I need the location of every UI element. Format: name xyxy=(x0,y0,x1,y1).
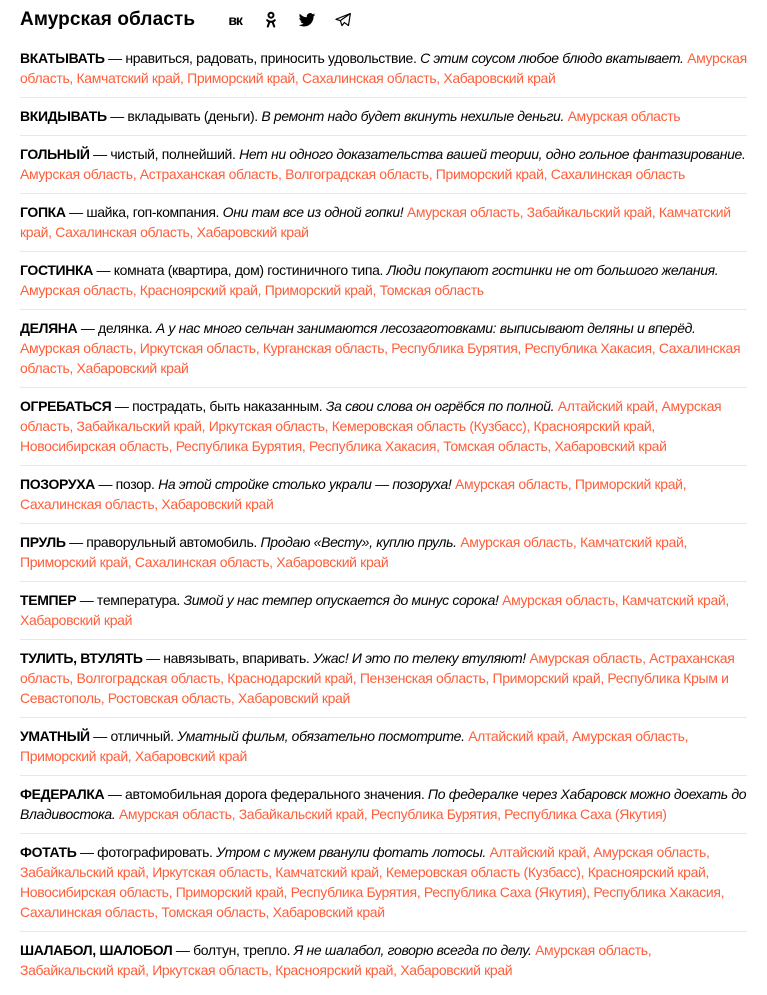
region-separator: , xyxy=(145,962,153,978)
region-separator: , xyxy=(324,418,332,434)
region-separator: , xyxy=(127,748,135,764)
region-link[interactable]: Сахалинская область xyxy=(20,340,741,376)
region-link[interactable]: Амурская область xyxy=(502,592,615,608)
region-separator: , xyxy=(497,806,505,822)
region-link[interactable]: Томская область xyxy=(161,904,266,920)
entry-example: Утром с мужем рванули фотать лотосы. xyxy=(216,844,486,860)
region-separator: , xyxy=(586,844,594,860)
entry-example: С этим соусом любое блюдо вкатывает. xyxy=(420,50,684,66)
region-link[interactable]: Хабаровский край xyxy=(161,496,274,512)
region-link[interactable]: Забайкальский край xyxy=(20,864,146,880)
region-link[interactable]: Хабаровский край xyxy=(272,904,385,920)
region-link[interactable]: Камчатский край xyxy=(579,534,684,550)
dictionary-entry xyxy=(20,387,747,465)
entry-example: В ремонт надо будет вкинуть нехилые деньги. xyxy=(261,108,565,124)
region-separator: , xyxy=(567,476,575,492)
region-separator: , xyxy=(69,670,77,686)
region-separator: , xyxy=(154,496,162,512)
region-separator: , xyxy=(642,650,650,666)
region-separator: , xyxy=(301,438,309,454)
region-link[interactable]: Кемеровская область (Кузбасс) xyxy=(385,864,581,880)
region-separator: , xyxy=(132,340,140,356)
region-separator: , xyxy=(485,670,493,686)
region-separator: , xyxy=(428,166,436,182)
region-link[interactable]: Амурская область xyxy=(20,340,133,356)
region-link[interactable]: Томская область xyxy=(379,282,484,298)
region-separator: , xyxy=(231,806,239,822)
region-separator: , xyxy=(69,70,77,86)
region-link[interactable]: Республика Бурятия xyxy=(370,806,498,822)
entry-regions xyxy=(20,282,484,298)
region-separator: , xyxy=(651,204,659,220)
region-separator: , xyxy=(651,340,659,356)
entry-definition: — чистый, полнейший. xyxy=(89,146,240,162)
region-separator: , xyxy=(352,670,360,686)
region-link[interactable]: Хабаровский край xyxy=(276,554,389,570)
region-link[interactable]: Амурская область xyxy=(20,398,722,434)
entry-example: Продаю «Весту», куплю пруль. xyxy=(260,534,457,550)
entry-definition: — пострадать, быть наказанным. xyxy=(111,398,326,414)
entry-definition: — позор. xyxy=(94,476,159,492)
vk-icon[interactable]: вк xyxy=(228,12,242,28)
region-separator: , xyxy=(100,690,108,706)
region-separator: , xyxy=(283,884,291,900)
entries-list xyxy=(20,40,747,989)
region-link[interactable]: Республика Хакасия xyxy=(308,438,437,454)
entry-term: ФОТАТЬ xyxy=(20,844,77,860)
region-separator: , xyxy=(684,728,689,744)
region-separator: , xyxy=(705,844,710,860)
entry-example: Ужас! И это по телеку втуляют! xyxy=(313,650,526,666)
entry-example: Они там все из одной гопки! xyxy=(222,204,404,220)
entry-regions xyxy=(20,166,685,182)
entry-term: ОГРЕБАТЬСЯ xyxy=(20,398,112,414)
entry-term: ВКИДЫВАТЬ xyxy=(20,108,107,124)
region-link[interactable]: Приморский край xyxy=(264,282,373,298)
region-link[interactable]: Приморский край xyxy=(20,554,128,570)
region-separator: , xyxy=(154,904,162,920)
region-separator: , xyxy=(265,904,273,920)
entry-term: ШАЛАБОЛ, ШАЛОБОЛ xyxy=(20,942,173,958)
entry-term: ПОЗОРУХА xyxy=(20,476,95,492)
region-separator: , xyxy=(363,806,371,822)
region-separator: , xyxy=(145,864,153,880)
region-link[interactable]: Сахалинская область xyxy=(134,554,270,570)
region-link[interactable]: Хабаровский край xyxy=(237,690,350,706)
entry-example: За свои слова он огрёбся по полной. xyxy=(325,398,555,414)
region-link[interactable]: Амурская область xyxy=(529,650,643,666)
region-separator: , xyxy=(614,592,622,608)
dictionary-entry xyxy=(20,309,747,387)
region-link[interactable]: Республика Бурятия xyxy=(391,340,518,356)
entry-term: ДЕЛЯНА xyxy=(20,320,78,336)
region-link[interactable]: Иркутская область xyxy=(208,418,325,434)
entry-definition: — отличный. xyxy=(89,728,178,744)
region-separator: , xyxy=(572,534,580,550)
region-link[interactable]: Камчатский край xyxy=(20,204,731,240)
region-link[interactable]: Приморский край xyxy=(492,670,601,686)
dictionary-entry xyxy=(20,717,747,775)
region-separator: , xyxy=(547,438,555,454)
region-link[interactable]: Астраханская область xyxy=(20,650,735,686)
region-separator: , xyxy=(132,166,140,182)
region-separator: , xyxy=(564,728,572,744)
social-share-bar xyxy=(225,10,353,30)
entry-term: УМАТНЫЙ xyxy=(20,728,90,744)
region-separator: , xyxy=(268,864,276,880)
region-link[interactable]: Алтайский край xyxy=(489,844,587,860)
region-link[interactable]: Сахалинская область xyxy=(302,70,437,86)
dictionary-entry xyxy=(20,833,747,931)
region-link[interactable]: Новосибирская область xyxy=(20,438,169,454)
region-link[interactable]: Амурская область xyxy=(567,108,681,124)
region-link[interactable]: Кемеровская область (Кузбасс) xyxy=(331,418,527,434)
region-link[interactable]: Амурская область xyxy=(571,728,685,744)
entry-term: ТУЛИТЬ, ВТУЛЯТЬ xyxy=(20,650,143,666)
region-separator: , xyxy=(416,884,424,900)
region-separator: , xyxy=(220,670,228,686)
dictionary-entry xyxy=(20,97,747,135)
region-separator: , xyxy=(526,418,534,434)
entry-definition: — комната (квартира, дом) гостиничного типа. xyxy=(92,262,387,278)
region-link[interactable]: Амурская область xyxy=(455,476,568,492)
entry-regions xyxy=(119,806,667,822)
telegram-icon[interactable] xyxy=(333,10,353,30)
region-link[interactable]: Красноярский край xyxy=(533,418,652,434)
region-separator: , xyxy=(600,670,608,686)
entry-example: А у нас много сельчан занимаются лесозаготовками: выписывают деляны и вперёд. xyxy=(155,320,696,336)
page-header xyxy=(20,2,747,40)
entry-term: ГОЛЬНЫЙ xyxy=(20,146,90,162)
region-link[interactable]: Республика Саха (Якутия) xyxy=(423,884,587,900)
region-separator: , xyxy=(168,438,176,454)
region-link[interactable]: Красноярский край xyxy=(587,864,706,880)
region-link[interactable]: Иркутская область xyxy=(139,340,256,356)
region-separator: , xyxy=(69,418,77,434)
entry-example: Зимой у нас темпер опускается до минус сорока! xyxy=(183,592,499,608)
region-separator: , xyxy=(268,962,276,978)
region-link[interactable]: Амурская область xyxy=(406,204,520,220)
entry-term: ГОПКА xyxy=(20,204,66,220)
region-link[interactable]: Хабаровский край xyxy=(400,962,513,978)
entry-definition: — фотографировать. xyxy=(76,844,217,860)
entry-term: ТЕМПЕР xyxy=(20,592,77,608)
entry-example: На этой стройке столько украли — позоруха! xyxy=(158,476,452,492)
region-link[interactable]: Красноярский край xyxy=(275,962,394,978)
region-link[interactable]: Республика Хакасия xyxy=(524,340,652,356)
region-link[interactable]: Амурская область xyxy=(20,166,133,182)
region-link[interactable]: Камчатский край xyxy=(76,70,181,86)
region-link[interactable]: Приморский край xyxy=(187,70,295,86)
entry-term: ФЕДЕРАЛКА xyxy=(20,786,105,802)
region-link[interactable]: Краснодарский край xyxy=(227,670,353,686)
region-link[interactable]: Республика Бурятия xyxy=(175,438,302,454)
region-link[interactable]: Камчатский край xyxy=(621,592,726,608)
region-link[interactable]: Амурская область xyxy=(460,534,573,550)
dictionary-entry xyxy=(20,931,747,989)
region-separator: , xyxy=(132,282,140,298)
region-link[interactable]: Хабаровский край xyxy=(554,438,667,454)
region-separator: , xyxy=(586,884,594,900)
dictionary-entry xyxy=(20,581,747,639)
dictionary-entry xyxy=(20,251,747,309)
region-link[interactable]: Хабаровский край xyxy=(76,360,189,376)
region-separator: , xyxy=(654,398,662,414)
entry-example: Уматный фильм, обязательно посмотрите. xyxy=(177,728,465,744)
entry-regions xyxy=(568,108,681,124)
dictionary-entry xyxy=(20,135,747,193)
odnoklassniki-icon[interactable] xyxy=(261,10,281,30)
region-link[interactable]: Республика Саха (Якутия) xyxy=(504,806,667,822)
entry-regions xyxy=(20,340,740,376)
region-link[interactable]: Забайкальский край xyxy=(238,806,364,822)
region-link[interactable]: Республика Хакасия xyxy=(593,884,721,900)
region-link[interactable]: Томская область xyxy=(443,438,548,454)
region-separator: , xyxy=(647,942,652,958)
entry-definition: — температура. xyxy=(76,592,184,608)
region-separator: , xyxy=(372,282,380,298)
region-separator: , xyxy=(294,70,302,86)
region-separator: , xyxy=(230,690,238,706)
entry-definition: — шайка, гоп-компания. xyxy=(65,204,223,220)
region-link[interactable]: Приморский край xyxy=(175,884,284,900)
region-link[interactable]: Республика Бурятия xyxy=(290,884,417,900)
dictionary-entry xyxy=(20,775,747,833)
region-separator: , xyxy=(436,70,444,86)
entry-example: Люди покупают гостинки не от большого желания. xyxy=(386,262,719,278)
region-link[interactable]: Ростовская область xyxy=(107,690,231,706)
region-link[interactable]: Амурская область xyxy=(535,942,648,958)
region-separator: , xyxy=(543,166,551,182)
entry-example: По федералке через Хабаровск можно доехать до Владивостока. xyxy=(20,786,747,822)
region-separator: , xyxy=(384,340,392,356)
region-separator: , xyxy=(682,476,687,492)
region-separator: , xyxy=(189,224,197,240)
region-link[interactable]: Приморский край xyxy=(574,476,683,492)
region-link[interactable]: Амурская область xyxy=(593,844,706,860)
region-separator: , xyxy=(269,554,277,570)
entry-definition: — вкладывать (деньги). xyxy=(106,108,262,124)
page-title: Амурская область xyxy=(20,9,196,30)
region-link[interactable]: Сахалинская область xyxy=(550,166,685,182)
region-separator: , xyxy=(725,592,729,608)
region-separator: , xyxy=(278,166,286,182)
region-separator: , xyxy=(69,360,77,376)
region-link[interactable]: Сахалинская область xyxy=(20,904,155,920)
region-link[interactable]: Амурская область xyxy=(20,50,747,86)
region-link[interactable]: Курганская область xyxy=(262,340,385,356)
region-link[interactable]: Амурская область xyxy=(118,806,232,822)
region-separator: , xyxy=(180,70,188,86)
region-link[interactable]: Сахалинская область xyxy=(55,224,190,240)
region-link[interactable]: Волгоградская область xyxy=(76,670,221,686)
region-link[interactable]: Новосибирская область xyxy=(20,884,169,900)
region-link[interactable]: Забайкальский край xyxy=(76,418,202,434)
entry-definition: — нравиться, радовать, приносить удовольствие. xyxy=(104,50,421,66)
dictionary-entry xyxy=(20,523,747,581)
entry-definition: — навязывать, впаривать. xyxy=(142,650,314,666)
entry-example: Я не шалабол, говорю всегда по делу. xyxy=(293,942,532,958)
region-separator: , xyxy=(201,418,209,434)
region-separator: , xyxy=(720,884,725,900)
region-link[interactable]: Астраханская область xyxy=(139,166,278,182)
region-separator: , xyxy=(580,864,588,880)
region-separator: , xyxy=(257,282,265,298)
region-link[interactable]: Амурская область xyxy=(20,282,133,298)
twitter-icon[interactable] xyxy=(297,10,317,30)
region-link[interactable]: Сахалинская область xyxy=(20,496,155,512)
region-separator: , xyxy=(519,204,527,220)
dictionary-entry xyxy=(20,639,747,717)
region-link[interactable]: Хабаровский край xyxy=(196,224,309,240)
region-separator: , xyxy=(127,554,135,570)
entry-example: Нет ни одного доказательства вашей теории, одно гольное фантазирование. xyxy=(239,146,746,162)
region-link[interactable]: Республика Крым и Севастополь xyxy=(20,670,729,706)
region-link[interactable]: Забайкальский край xyxy=(20,962,146,978)
region-link[interactable]: Алтайский край xyxy=(557,398,655,414)
entry-definition: — автомобильная дорога федерального значения. xyxy=(104,786,428,802)
entry-definition: — делянка. xyxy=(77,320,156,336)
region-separator: , xyxy=(48,224,56,240)
region-separator: , xyxy=(705,864,710,880)
region-link[interactable]: Иркутская область xyxy=(152,962,269,978)
dictionary-entry xyxy=(20,465,747,523)
region-link[interactable]: Камчатский край xyxy=(275,864,379,880)
region-link[interactable]: Приморский край xyxy=(20,748,128,764)
entry-definition: — болтун, трепло. xyxy=(172,942,294,958)
entry-term: ВКАТЫВАТЬ xyxy=(20,50,105,66)
region-separator: , xyxy=(168,884,176,900)
dictionary-entry xyxy=(20,193,747,251)
region-link[interactable]: Хабаровский край xyxy=(20,612,133,628)
region-link[interactable]: Иркутская область xyxy=(152,864,269,880)
entry-definition: — праворульный автомобиль. xyxy=(65,534,261,550)
region-link[interactable]: Хабаровский край xyxy=(443,70,556,86)
entry-term: ПРУЛЬ xyxy=(20,534,66,550)
region-separator: , xyxy=(255,340,263,356)
region-separator: , xyxy=(436,438,444,454)
region-link[interactable]: Пензенская область xyxy=(359,670,486,686)
region-link[interactable]: Алтайский край xyxy=(468,728,565,744)
region-link[interactable]: Хабаровский край xyxy=(134,748,247,764)
entry-term: ГОСТИНКА xyxy=(20,262,93,278)
region-separator: , xyxy=(651,418,655,434)
region-link[interactable]: Красноярский край xyxy=(139,282,258,298)
region-separator: , xyxy=(378,864,386,880)
region-separator: , xyxy=(517,340,525,356)
region-link[interactable]: Забайкальский край xyxy=(526,204,652,220)
dictionary-entry xyxy=(20,40,747,97)
region-separator: , xyxy=(393,962,401,978)
region-link[interactable]: Волгоградская область xyxy=(285,166,429,182)
region-link[interactable]: Приморский край xyxy=(435,166,544,182)
region-separator: , xyxy=(683,534,688,550)
